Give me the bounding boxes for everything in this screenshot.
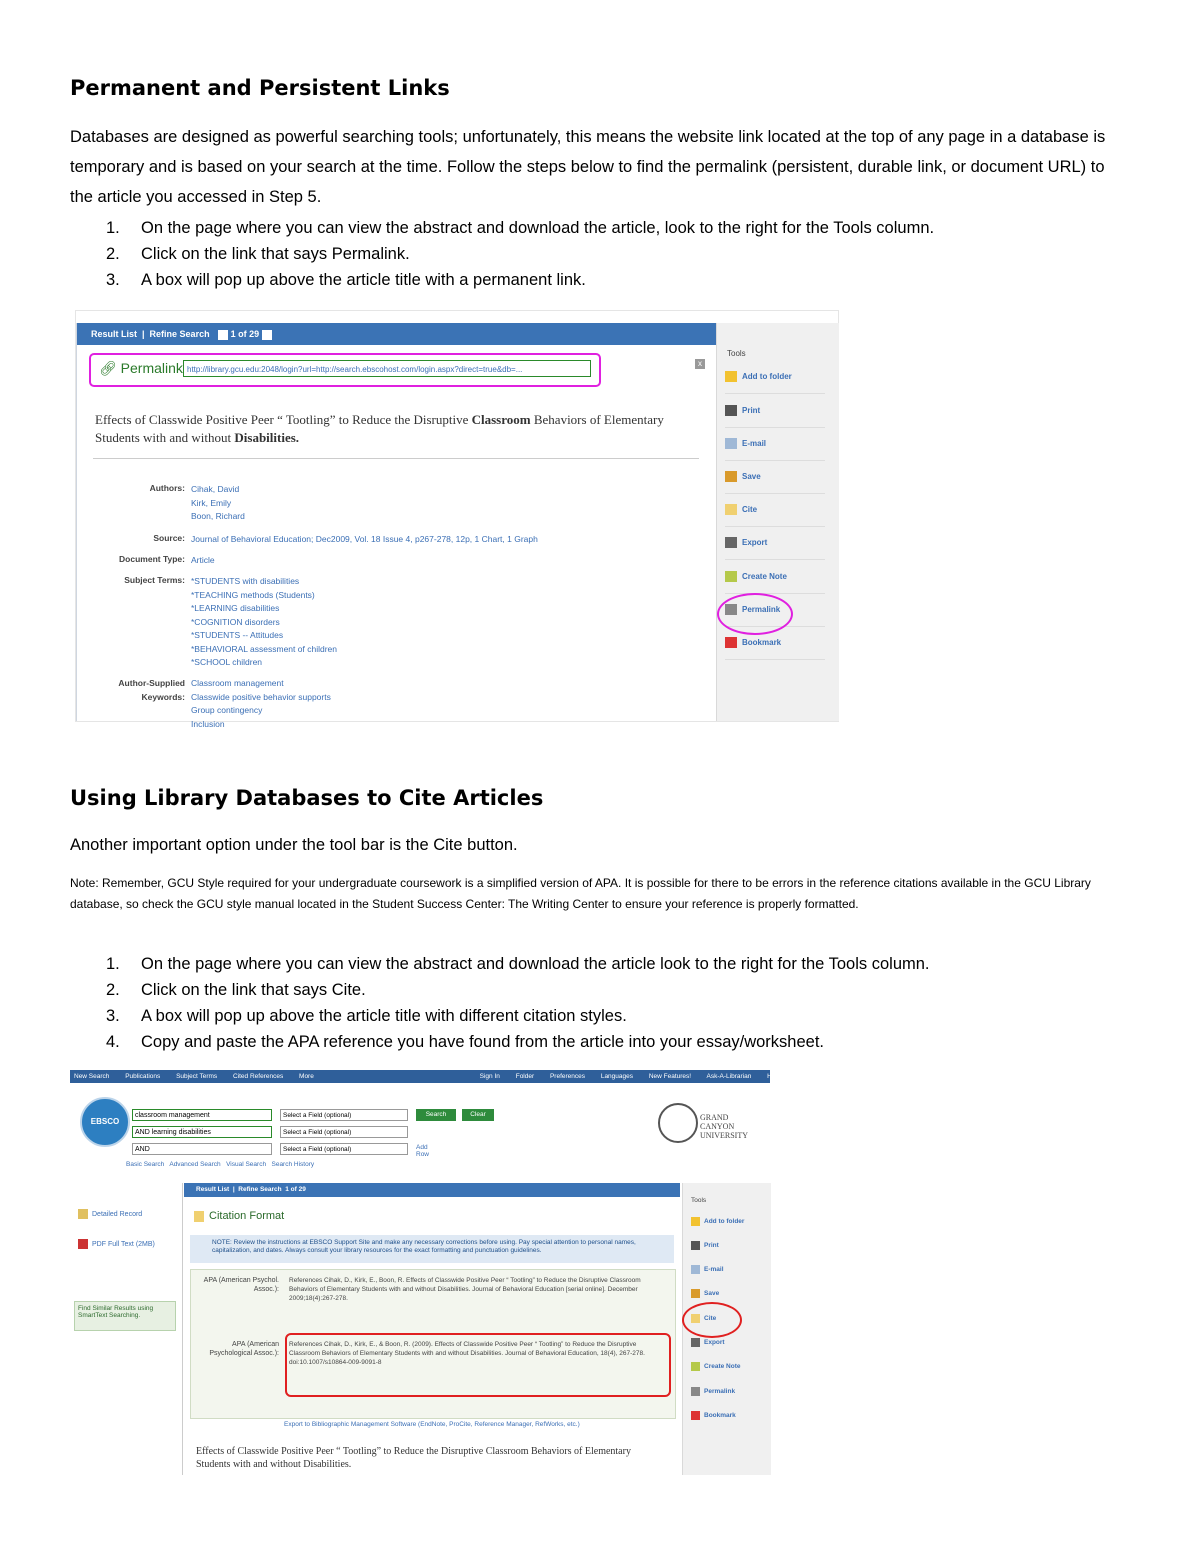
result-list-link[interactable]: Result List — [91, 329, 138, 339]
author-link[interactable]: Boon, Richard — [191, 511, 245, 521]
toolbar-link[interactable]: Ask-A-Librarian — [706, 1073, 752, 1080]
export-icon — [725, 537, 737, 548]
toolbar-link[interactable]: Subject Terms — [176, 1073, 218, 1080]
keyword-link[interactable]: Classroom management — [191, 678, 284, 688]
folder-icon — [691, 1217, 700, 1226]
permalinks-intro: Databases are designed as powerful searching tools; unfortunately, this means the website link located at the top of any page in a database is temporary and is based on your search at the time. Follow the steps below to find the permalink (persistent, durable link, or document URL) to the article you accessed in Step 5. — [70, 128, 1106, 206]
field-select[interactable]: Select a Field (optional) — [280, 1109, 408, 1121]
author-link[interactable]: Cihak, David — [191, 484, 240, 494]
tool-export[interactable]: Export — [725, 537, 825, 560]
cite-intro: Another important option under the tool bar is the Cite button. — [70, 836, 518, 854]
toolbar-link[interactable]: More — [299, 1073, 314, 1080]
keyword-link[interactable]: Group contingency — [191, 705, 263, 715]
refine-search-link[interactable]: Refine Search — [149, 329, 210, 339]
export-link[interactable]: Export to Bibliographic Management Software (EndNote, ProCite, Reference Manager, RefWorks, etc.) — [284, 1421, 580, 1428]
gcu-seal-icon — [658, 1103, 698, 1143]
citation-list — [190, 1269, 676, 1419]
search-header — [70, 1083, 770, 1183]
cite-icon — [194, 1211, 204, 1222]
tool-create-note[interactable]: Create Note — [691, 1362, 740, 1371]
detailed-record-link[interactable]: Detailed Record — [78, 1209, 142, 1219]
link-icon: 🔗︎ — [99, 360, 117, 376]
note-icon — [725, 571, 737, 582]
tools-heading: Tools — [691, 1197, 707, 1204]
add-row-link[interactable]: Add Row — [416, 1144, 430, 1158]
printer-icon — [725, 405, 737, 416]
result-nav-bar: Result List | Refine Search 1 of 29 — [184, 1183, 680, 1197]
toolbar-link[interactable]: New Search — [74, 1073, 110, 1080]
citation-note: NOTE: Review the instructions at EBSCO Support Site and make any necessary corrections before using. Pay special attention to personal names, capitalization, and dates. Always consult your library resources for the exact formatting and punctuation guidelines. — [190, 1235, 674, 1263]
subject-link[interactable]: *STUDENTS -- Attitudes — [191, 630, 284, 640]
citation-text: References Cihak, D., Kirk, E., & Boon, R. (2009). Effects of Classwide Positive Peer “ Tootling” to Reduce the Disruptive Classroom Behaviors of Elementary Students with and without Disabilities. Journal of Behavioral Education, 18(4), 267-278. doi:10.1007/s10864-009-9091-8 — [289, 1341, 645, 1366]
cite-icon — [725, 504, 737, 515]
source-link[interactable]: Journal of Behavioral Education; Dec2009, Vol. 18 Issue 4, p267-278, 12p, 1 Chart, 1 Graph — [191, 534, 538, 544]
left-sidebar — [70, 1183, 183, 1475]
keyword-link[interactable]: Inclusion — [191, 718, 225, 729]
tool-print[interactable]: Print — [691, 1241, 719, 1250]
divider — [93, 458, 699, 459]
tool-create-note[interactable]: Create Note — [725, 571, 825, 594]
toolbar-link[interactable]: Languages — [600, 1073, 633, 1080]
gcu-style-note: Note: Remember, GCU Style required for your undergraduate coursework is a simplified version of APA. It is possible for there to be errors in the reference citations available in the GCU Library database, so check the GCU style manual located in the Student Success Center: The Writing Center to ensure your reference is properly formatted. — [70, 876, 1091, 911]
permalink-highlight-circle — [717, 593, 793, 635]
toolbar-link[interactable]: Cited References — [232, 1073, 284, 1080]
list-item: 2. Click on the link that says Cite. — [106, 981, 366, 999]
tool-add-to-folder[interactable]: Add to folder — [725, 371, 825, 394]
subject-link[interactable]: *TEACHING methods (Students) — [191, 589, 315, 600]
citation-style-label: APA (American Psychol. Assoc.): — [203, 1277, 279, 1293]
search-input[interactable]: classroom management — [132, 1109, 272, 1121]
link-icon — [691, 1387, 700, 1396]
clear-button[interactable]: Clear — [462, 1109, 494, 1121]
subject-link[interactable]: *SCHOOL children — [191, 657, 263, 667]
envelope-icon — [691, 1265, 700, 1274]
citation-style-label: APA (American Psychological Assoc.): — [209, 1341, 279, 1357]
tools-column — [716, 323, 839, 721]
permalink-screenshot — [75, 310, 839, 729]
toolbar-link[interactable]: New Features! — [648, 1073, 692, 1080]
tool-cite[interactable]: Cite — [691, 1314, 716, 1323]
doctype-value: Article — [191, 555, 215, 565]
list-item: 2. Click on the link that says Permalink. — [106, 245, 410, 263]
permalink-box — [89, 353, 601, 387]
gcu-logo: GRAND CANYON UNIVERSITY — [658, 1103, 758, 1143]
citation-text: References Cihak, D., Kirk, E., Boon, R. Effects of Classwide Positive Peer “ Tootling” to Reduce the Disruptive Classroom Behaviors of Elementary Students with and without Disabilities. Journal of Behavioral Education [serial online]. December 2009;18(4):267-278. — [289, 1277, 641, 1302]
search-mode-links[interactable]: Basic Search Advanced Search Visual Search Search History — [126, 1161, 315, 1168]
tool-add-to-folder[interactable]: Add to folder — [691, 1217, 744, 1226]
article-title: Effects of Classwide Positive Peer “ Tootling” to Reduce the Disruptive Classroom Behaviors of Elementary Students with and without Disabilities. — [95, 412, 664, 445]
tool-export[interactable]: Export — [691, 1338, 725, 1347]
toolbar-link[interactable]: Publications — [125, 1073, 161, 1080]
ebsco-logo: EBSCO host — [80, 1097, 130, 1147]
section-heading-permalinks: Permanent and Persistent Links — [70, 76, 450, 100]
cite-highlight-circle — [682, 1302, 742, 1338]
toolbar-link[interactable]: Sign In — [479, 1073, 500, 1080]
keyword-link[interactable]: Classwide positive behavior supports — [191, 691, 331, 702]
toolbar-link[interactable]: Folder — [515, 1073, 535, 1080]
ebsco-top-toolbar — [70, 1070, 781, 1083]
permalink-url-field[interactable]: http://library.gcu.edu:2048/login?url=http://search.ebscohost.com/login.aspx?direct=true&db=... — [183, 360, 591, 377]
permalinks-steps — [70, 215, 934, 293]
tool-print[interactable]: Print — [725, 405, 825, 428]
author-link[interactable]: Kirk, Emily — [191, 497, 232, 508]
tool-save[interactable]: Save — [725, 471, 825, 494]
list-item: 3. A box will pop up above the article title with different citation styles. — [106, 1007, 627, 1025]
record-icon — [78, 1209, 88, 1219]
save-icon — [725, 471, 737, 482]
folder-icon — [725, 371, 737, 382]
subject-link[interactable]: *LEARNING disabilities — [191, 603, 280, 613]
article-title: Effects of Classwide Positive Peer “ Tootling” to Reduce the Disruptive Classroom Behaviors of Elementary Students with and without Disabilities. — [196, 1446, 631, 1470]
list-item: 4. Copy and paste the APA reference you have found from the article into your essay/worksheet. — [106, 1033, 825, 1051]
search-input[interactable]: AND learning disabilities — [132, 1126, 272, 1138]
pdf-icon — [78, 1239, 88, 1249]
save-icon — [691, 1289, 700, 1298]
refine-search-link[interactable]: Refine Search — [238, 1186, 282, 1193]
bookmark-icon — [691, 1411, 700, 1420]
record-panel: Result List | Refine Search 1 of 29 🔗︎ Permalink http://library.gcu.edu:2048/login?url=http://search.ebscohost.com/login.aspx?direct=true&db=... x Effects of Classwide Positive Peer “ Tootling” to Reduce the Disruptive Classroom Behaviors of Elementary Students with and without Disabilities. Authors: Cihak, David Kirk, Emily Boon, Richard Source: Journal of Behavioral Education; Dec2009, Vol. 18 Issue 4, p267-278, 12p, 1 Chart, 1 Graph Document Type: Article Subject Terms: *STUDENTS with disabilities *TEACHING methods (Students) *LEARNING disabilities *COGNITION disorders *STUDENTS -- Attitudes *BEHAVIORAL assessment of children *SCHOOL children Author-Supplied Keywords: Classroom management Classwide positive behavior supports Group contingency Inclusion — [76, 323, 717, 721]
tool-email[interactable]: E-mail — [725, 438, 825, 461]
list-item: 1. On the page where you can view the abstract and download the article, look to the right for the Tools column. — [106, 219, 935, 237]
pdf-full-text-link[interactable]: PDF Full Text (2MB) — [78, 1239, 155, 1249]
result-counter: 1 of 29 — [230, 329, 260, 339]
close-icon[interactable]: x — [695, 359, 705, 369]
result-nav-bar: Result List | Refine Search 1 of 29 — [77, 323, 717, 345]
subject-link[interactable]: *BEHAVIORAL assessment of children — [191, 643, 337, 654]
prev-arrow-icon[interactable] — [218, 330, 228, 340]
cite-screenshot — [70, 1070, 781, 1475]
tool-bookmark[interactable]: Bookmark — [691, 1411, 736, 1420]
tool-email[interactable]: E-mail — [691, 1265, 724, 1274]
tool-save[interactable]: Save — [691, 1289, 719, 1298]
tool-permalink[interactable]: Permalink — [691, 1387, 735, 1396]
apa-highlight-box — [285, 1333, 671, 1397]
bookmark-icon — [725, 637, 737, 648]
field-select[interactable]: Select a Field (optional) — [280, 1126, 408, 1138]
tool-cite[interactable]: Cite — [725, 504, 825, 527]
printer-icon — [691, 1241, 700, 1250]
subject-link[interactable]: *COGNITION disorders — [191, 616, 280, 627]
field-select[interactable]: Select a Field (optional) — [280, 1143, 408, 1155]
find-similar-box[interactable]: Find Similar Results using SmartText Searching. — [74, 1301, 176, 1331]
citation-panel — [184, 1183, 680, 1475]
envelope-icon — [725, 438, 737, 449]
citation-format-title: Citation Format — [194, 1210, 284, 1222]
permalink-label: 🔗︎ Permalink — [99, 360, 183, 376]
list-item: 1. On the page where you can view the abstract and download the article look to the right for the Tools column. — [106, 955, 930, 973]
list-item: 3. A box will pop up above the article title with a permanent link. — [106, 271, 586, 289]
tool-bookmark[interactable]: Bookmark — [725, 637, 825, 660]
tools-heading: Tools — [727, 349, 746, 358]
export-icon — [691, 1338, 700, 1347]
section-heading-cite: Using Library Databases to Cite Articles — [70, 786, 544, 810]
search-button[interactable]: Search — [416, 1109, 456, 1121]
tool-permalink[interactable]: Permalink — [725, 604, 825, 627]
toolbar-link[interactable]: Help — [767, 1073, 781, 1080]
toolbar-link[interactable]: Preferences — [549, 1073, 586, 1080]
result-counter: 1 of 29 — [285, 1186, 306, 1193]
search-input[interactable]: AND — [132, 1143, 272, 1155]
subject-link[interactable]: *STUDENTS with disabilities — [191, 576, 300, 586]
cite-steps — [70, 951, 930, 1055]
next-arrow-icon[interactable] — [262, 330, 272, 340]
note-icon — [691, 1362, 700, 1371]
result-list-link[interactable]: Result List — [196, 1186, 230, 1193]
